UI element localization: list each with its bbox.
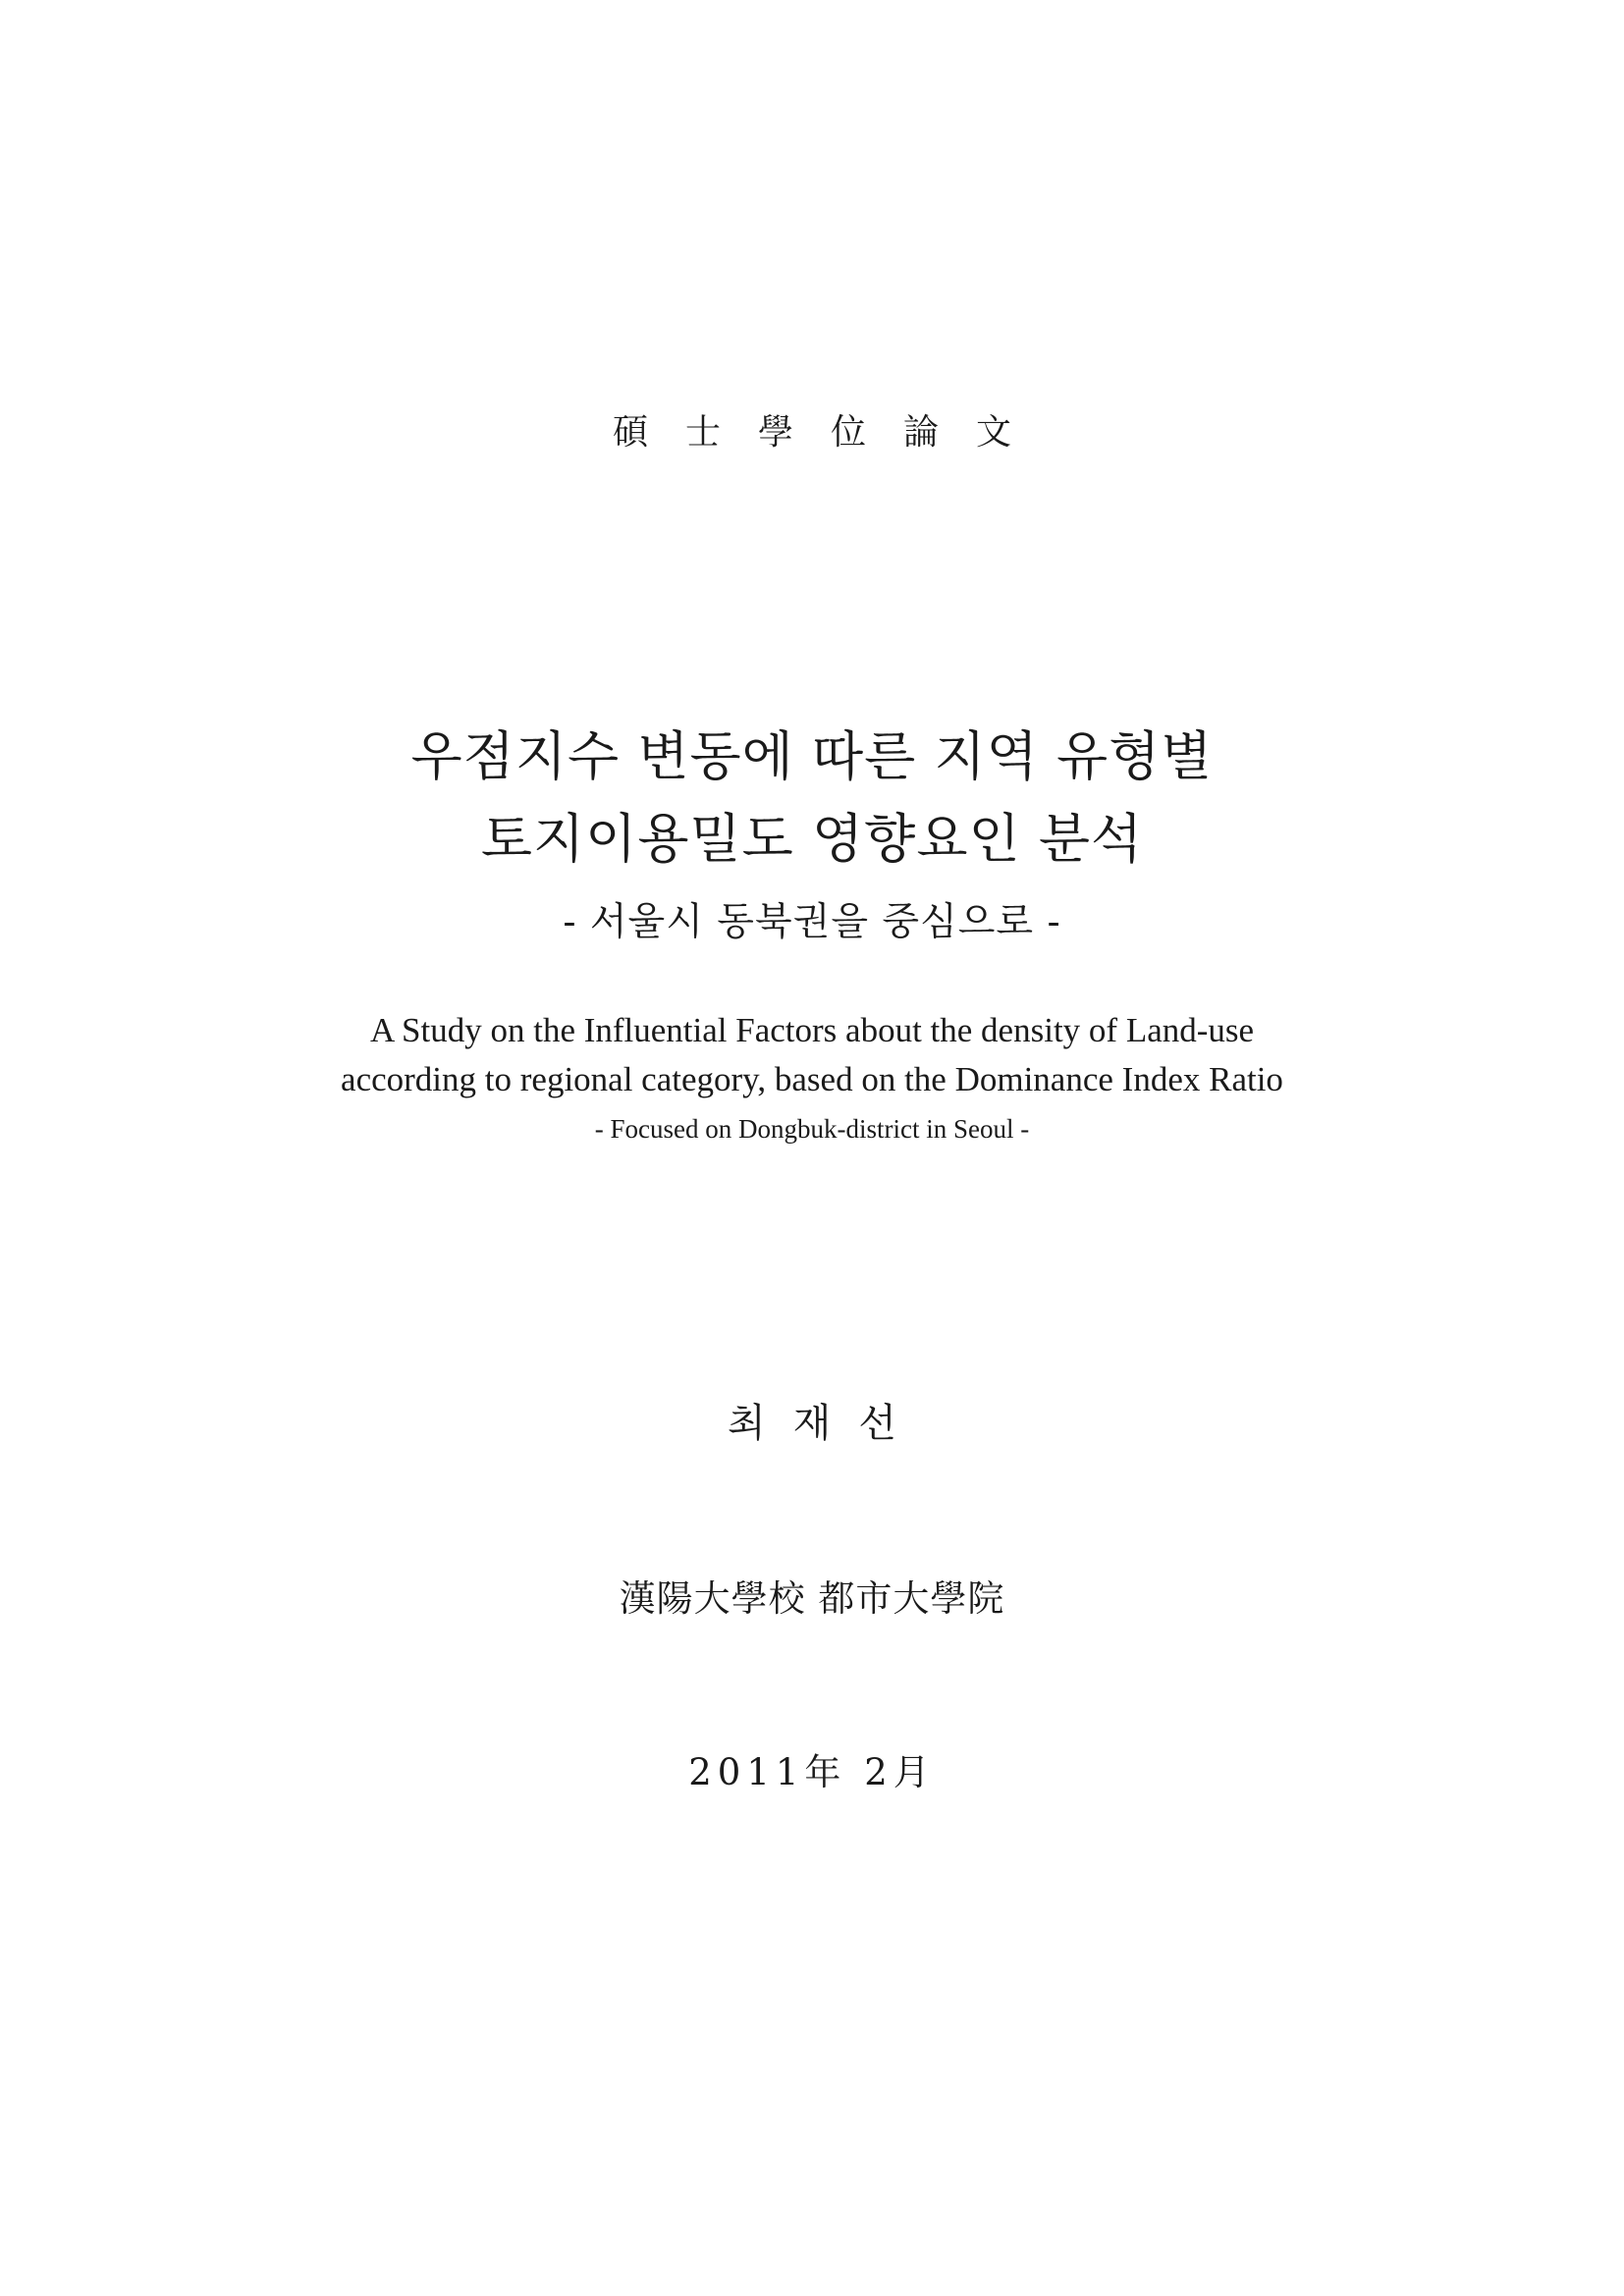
degree-type: 碩士學位論文 [612, 412, 1049, 453]
korean-title-line-2: 토지이용밀도 영향요인 분석 [480, 808, 1144, 870]
english-title-line-2: according to regional category, based on the Dominance Index Ratio [341, 1060, 1283, 1098]
institution-name: 漢陽大學校 都市大學院 [619, 1577, 1005, 1620]
english-subtitle: - Focused on Dongbuk-district in Seoul - [594, 1114, 1030, 1144]
korean-subtitle: - 서울시 동북권을 중심으로 - [563, 900, 1061, 944]
english-title-line-1: A Study on the Influential Factors about the density of Land-use [369, 1011, 1255, 1049]
korean-title-line-1: 우점지수 변동에 따른 지역 유형별 [410, 725, 1214, 787]
author-name: 최재선 [728, 1401, 924, 1446]
submission-date: 2011年 2月 [688, 1751, 936, 1793]
